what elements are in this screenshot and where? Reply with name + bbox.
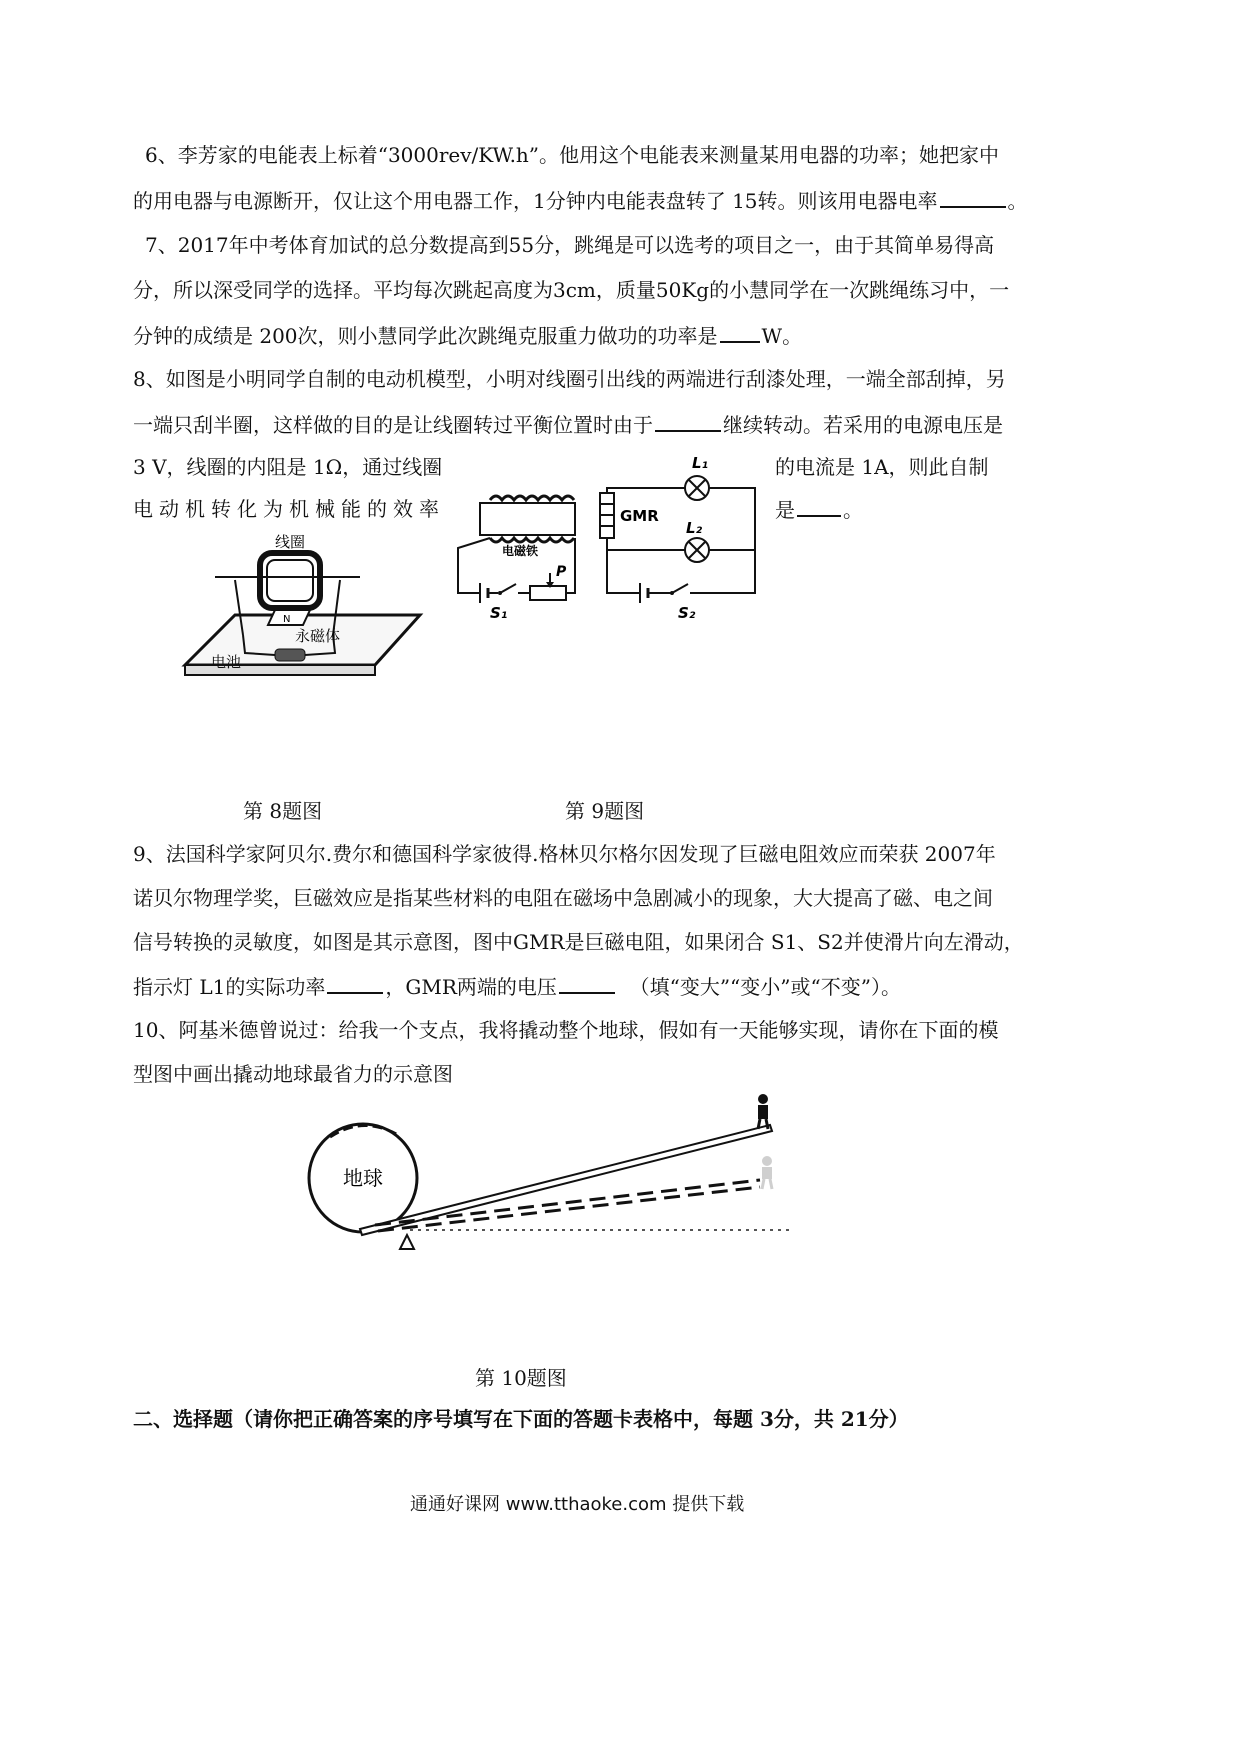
q8-line2-text: 一端只刮半圈，这样做的目的是让线圈转过平衡位置时由于 <box>133 413 653 437</box>
switch-s2 <box>672 584 688 593</box>
q9-line4 <box>133 972 901 1001</box>
l2-label: L₂ <box>686 519 703 537</box>
gmr-label: GMR <box>620 507 659 525</box>
battery <box>275 649 305 661</box>
q6-line2-end: 。 <box>1007 189 1028 213</box>
answer-blank[interactable] <box>797 495 841 517</box>
lever-earth-figure <box>300 1085 800 1250</box>
q6-line2 <box>133 186 1028 215</box>
coil-label: 线圈 <box>275 533 306 551</box>
answer-blank[interactable] <box>559 972 615 994</box>
q9-line1: 9、法国科学家阿贝尔.费尔和德国科学家彼得.格林贝尔格尔因发现了巨磁电阻效应而荣获 2007年 <box>133 842 996 866</box>
q8-line2 <box>133 410 1003 439</box>
q7-line2: 分，所以深受同学的选择。平均每次跳起高度为3cm，质量50Kg的小慧同学在一次跳绳练习中，一 <box>133 278 1010 302</box>
battery-label: 电池 <box>211 653 242 671</box>
q7-line3-end: W。 <box>761 324 803 348</box>
q8-line2-end: 继续转动。若采用的电源电压是 <box>723 413 1003 437</box>
q8-line3-left: 3 V，线圈的内阻是 1Ω，通过线圈 <box>133 455 443 479</box>
q10-line2: 型图中画出撬动地球最省力的示意图 <box>133 1062 453 1086</box>
q9-line3: 信号转换的灵敏度，如图是其示意图，图中GMR是巨磁电阻，如果闭合 S1、S2并使滑片向左滑动， <box>133 930 1024 954</box>
q7-line1: 7、2017年中考体育加试的总分数提高到55分，跳绳是可以选考的项目之一，由于其简单易得高 <box>145 233 995 257</box>
q6-line2-text: 的用电器与电源断开，仅让这个用电器工作，1分钟内电能表盘转了 15转。则该用电器电率 <box>133 189 938 213</box>
fulcrum-triangle <box>400 1235 414 1249</box>
figure-9-caption: 第 9题图 <box>565 799 645 823</box>
q7-line3-text: 分钟的成绩是 200次，则小慧同学此次跳绳克服重力做功的功率是 <box>133 324 718 348</box>
q8-line4-end: 。 <box>843 498 863 522</box>
switch-s1 <box>500 584 516 593</box>
electromagnet <box>480 503 575 535</box>
person-icon <box>758 1094 768 1129</box>
q6-line1: 6、李芳家的电能表上标着“3000rev/KW.h”。他用这个电能表来测量某用电器的功率；她把家中 <box>145 143 1000 167</box>
q9-line4-b: ，GMR两端的电压 <box>385 975 557 999</box>
answer-blank[interactable] <box>720 321 760 343</box>
magnet-label: 永磁体 <box>295 627 341 645</box>
section-2-heading: 二、选择题（请你把正确答案的序号填写在下面的答题卡表格中，每题 3分，共 21分） <box>133 1407 909 1431</box>
faded-person-icon <box>762 1156 772 1189</box>
q9-line4-c: （填“变大”“变小”或“不变”）。 <box>629 975 901 999</box>
answer-blank[interactable] <box>327 972 383 994</box>
footer-source-text: 通通好课网 www.tthaoke.com 提供下载 <box>410 1494 745 1515</box>
electromagnet-label: 电磁铁 <box>502 544 539 558</box>
s2-label: S₂ <box>678 604 696 622</box>
l1-label: L₁ <box>692 454 709 472</box>
answer-blank[interactable] <box>655 410 721 432</box>
q8-line4-right-text: 是 <box>775 498 795 522</box>
q9-line2: 诺贝尔物理学奖，巨磁效应是指某些材料的电阻在磁场中急剧减小的现象，大大提高了磁、电之间 <box>133 886 993 910</box>
rheostat <box>530 586 566 600</box>
gmr-circuit-figure <box>450 448 770 623</box>
s1-label: S₁ <box>490 604 508 622</box>
answer-blank[interactable] <box>940 186 1006 208</box>
q10-line1: 10、阿基米德曾说过：给我一个支点，我将撬动整个地球，假如有一天能够实现，请你在下面的模 <box>133 1018 999 1042</box>
q8-line3-right: 的电流是 1A，则此自制 <box>775 455 989 479</box>
q7-line3 <box>133 321 802 350</box>
q8-line4-right <box>775 495 863 524</box>
slider-p-label: P <box>556 564 567 580</box>
figure-10-caption: 第 10题图 <box>475 1366 567 1390</box>
motor-model-figure <box>175 525 425 695</box>
figure-8-caption: 第 8题图 <box>243 799 323 823</box>
lever <box>360 1125 772 1235</box>
svg-text:N: N <box>283 614 291 625</box>
earth-label: 地球 <box>343 1166 383 1190</box>
q9-line4-a: 指示灯 L1的实际功率 <box>133 975 326 999</box>
coil <box>260 553 320 608</box>
q8-line4-left: 电动机转化为机械能的效率 <box>133 497 445 521</box>
q8-line1: 8、如图是小明同学自制的电动机模型，小明对线圈引出线的两端进行刮漆处理，一端全部刮掉，另 <box>133 367 1006 391</box>
